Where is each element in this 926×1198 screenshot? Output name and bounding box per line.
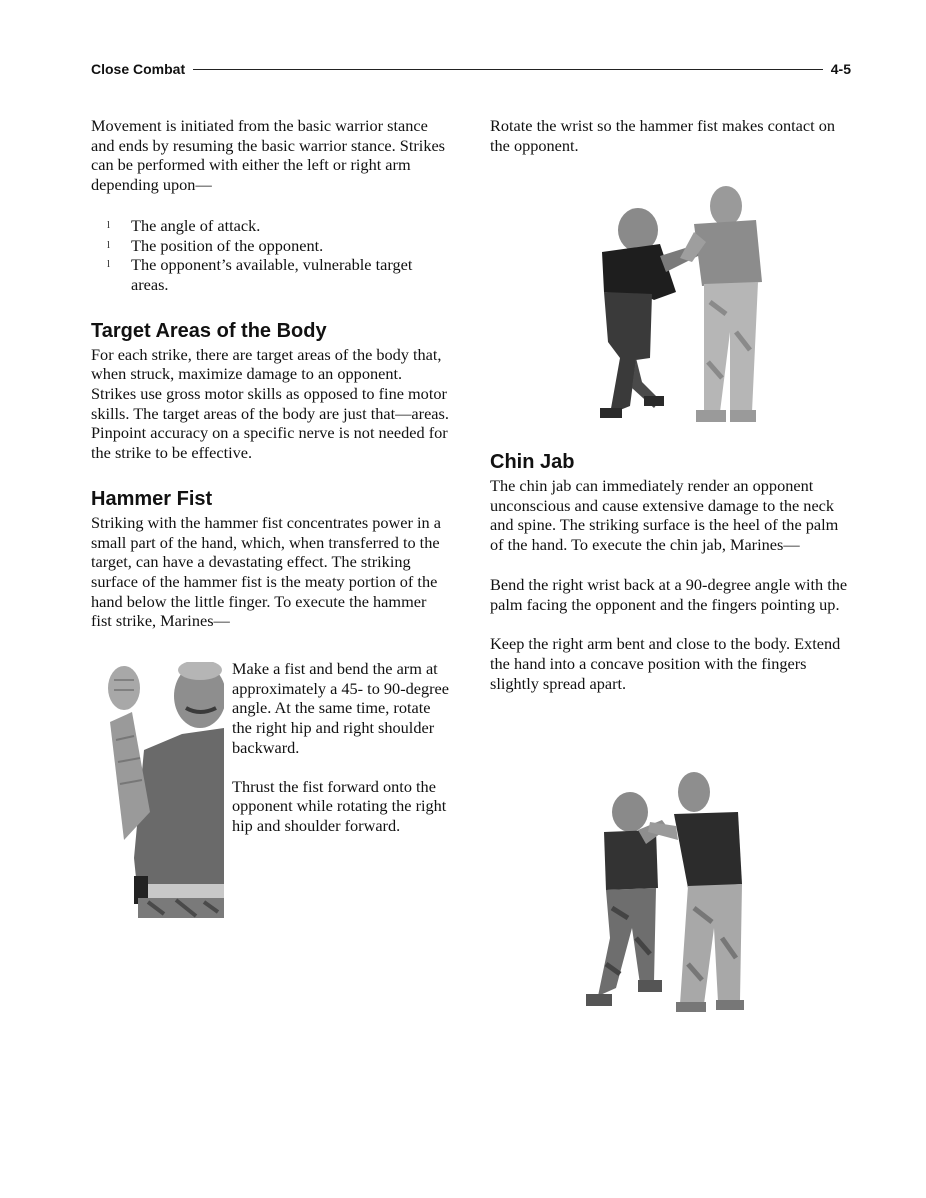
header-title: Close Combat [91, 61, 186, 77]
hammer-step-3: Rotate the wrist so the hammer fist makes contact on the opponent. [490, 116, 835, 155]
chin-jab-step-1: Bend the right wrist back at a 90-degree angle with the palm facing the opponent and the fingers pointing up. [490, 574, 848, 614]
bullet-text: The opponent’s available, vulnerable target areas. [131, 255, 413, 294]
chin-jab-paragraph: The chin jab can immediately render an opponent unconscious and cause extensive damage to the neck and spine. The striking surface is the heel of the palm of the hand. To execute the chin jab, Marines— [490, 476, 839, 555]
bullet-item [91, 216, 451, 236]
page-header [91, 58, 851, 80]
bullet-marker: l [107, 238, 111, 251]
hammer-step-2: Thrust the fist forward onto the opponent while rotating the right hip and shoulder forward. [232, 776, 447, 835]
hammer-fist-photo [104, 662, 224, 918]
page-number: 4-5 [830, 61, 851, 77]
heading-chin-jab: Chin Jab [490, 451, 575, 473]
chin-jab-step-2: Keep the right arm bent and close to the body. Extend the hand into a concave position with the fingers slightly spread apart. [490, 634, 841, 693]
bullet-text: The position of the opponent. [131, 235, 324, 255]
target-areas-paragraph: For each strike, there are target areas of the body that, when struck, maximize damage to an opponent. Strikes use gross motor skills as opposed to fine motor skills. The target areas of the body are just that—areas. Pinpoint accuracy on a specific nerve is not needed for the strike to be effective. [91, 344, 449, 463]
bullet-item [91, 255, 451, 294]
chin-jab-photo [576, 768, 752, 1014]
hammer-step-1: Make a fist and bend the arm at approximately a 45- to 90-degree angle. At the same time, rotate the right hip and right shoulder backward. [232, 659, 449, 757]
right-column-chin-jab [490, 450, 852, 693]
header-rule [193, 69, 823, 70]
bullet-text: The angle of attack. [131, 215, 261, 235]
hammer-fist-paragraph: Striking with the hammer fist concentrates power in a small part of the hand, which, when transferred to the target, can have a devastating effect. The striking surface of the hammer fist is the meaty portion of the hand below the little finger. To execute the hammer fist strike, Marines— [91, 512, 441, 631]
left-column [91, 116, 451, 631]
bullet-list [91, 216, 451, 295]
hammer-steps [232, 659, 450, 836]
hammer-fist-contact-photo [580, 182, 764, 432]
bullet-item [91, 236, 451, 256]
intro-paragraph: Movement is initiated from the basic warrior stance and ends by resuming the basic warrior stance. Strikes can be performed with either the left or right arm depending upon— [91, 116, 446, 195]
bullet-marker: l [107, 258, 111, 271]
heading-target-areas: Target Areas of the Body [91, 319, 327, 342]
bullet-marker: l [107, 218, 111, 231]
heading-hammer-fist: Hammer Fist [91, 487, 213, 510]
